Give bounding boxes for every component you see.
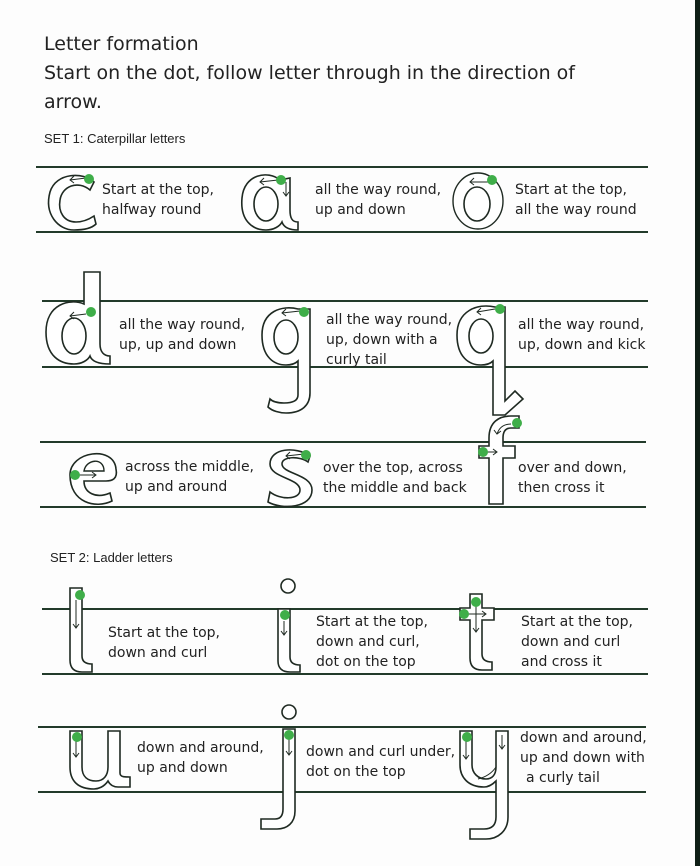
rule-line-bottom — [42, 673, 648, 675]
letter-e-icon — [66, 445, 122, 507]
letter-a-icon — [238, 170, 300, 232]
letter-u-icon — [68, 729, 134, 791]
letter-y-caption: down and around, up and down with a curly tail — [520, 730, 647, 786]
letter-t-icon — [456, 592, 510, 674]
letter-g-caption: all the way round, up, down with a curly tail — [326, 312, 453, 368]
letter-t-caption: Start at the top, down and curl and cross it — [521, 614, 633, 670]
rule-line-top — [40, 441, 646, 443]
letter-g-icon — [258, 305, 318, 415]
rule-line-top — [42, 300, 648, 302]
letter-j-caption: down and curl under, dot on the top — [306, 744, 456, 780]
letter-s-caption: over the top, across the middle and back — [323, 460, 467, 496]
letter-d-caption: all the way round, up, up and down — [119, 317, 246, 353]
scan-edge — [695, 0, 700, 866]
set1-heading: SET 1: Caterpillar letters — [44, 131, 186, 146]
instruction-line-2: arrow. — [44, 91, 102, 113]
rule-line-bottom — [40, 506, 646, 508]
rule-line-bottom — [38, 791, 646, 793]
letter-l-caption: Start at the top, down and curl — [108, 625, 220, 661]
letter-f-caption: over and down, then cross it — [518, 460, 627, 496]
rule-line-bottom — [36, 231, 648, 233]
letter-i-caption: Start at the top, down and curl, dot on the top — [316, 614, 428, 670]
letter-u-caption: down and around, up and down — [137, 740, 264, 776]
letter-q-caption: all the way round, up, down and kick — [518, 317, 646, 353]
letter-e-caption: across the middle, up and around — [125, 459, 255, 495]
set2-heading: SET 2: Ladder letters — [50, 550, 173, 565]
letter-s-icon — [266, 446, 316, 508]
page-title: Letter formation — [44, 33, 199, 55]
letter-a-caption: all the way round, up and down — [315, 182, 442, 218]
letter-y-icon — [458, 729, 516, 841]
letter-c-icon — [44, 170, 100, 232]
letter-d-icon — [44, 270, 114, 366]
rule-line-top — [42, 608, 648, 610]
letter-i-icon — [274, 577, 308, 674]
letter-l-icon — [68, 586, 98, 674]
rule-line-top — [36, 166, 648, 168]
letter-q-icon — [453, 303, 523, 421]
letter-o-caption: Start at the top, all the way round — [515, 182, 637, 218]
letter-j-icon — [259, 703, 299, 831]
letter-o-icon — [448, 170, 508, 232]
instruction-line-1: Start on the dot, follow letter through in the direction of — [44, 62, 575, 84]
letter-c-caption: Start at the top, halfway round — [102, 182, 214, 218]
